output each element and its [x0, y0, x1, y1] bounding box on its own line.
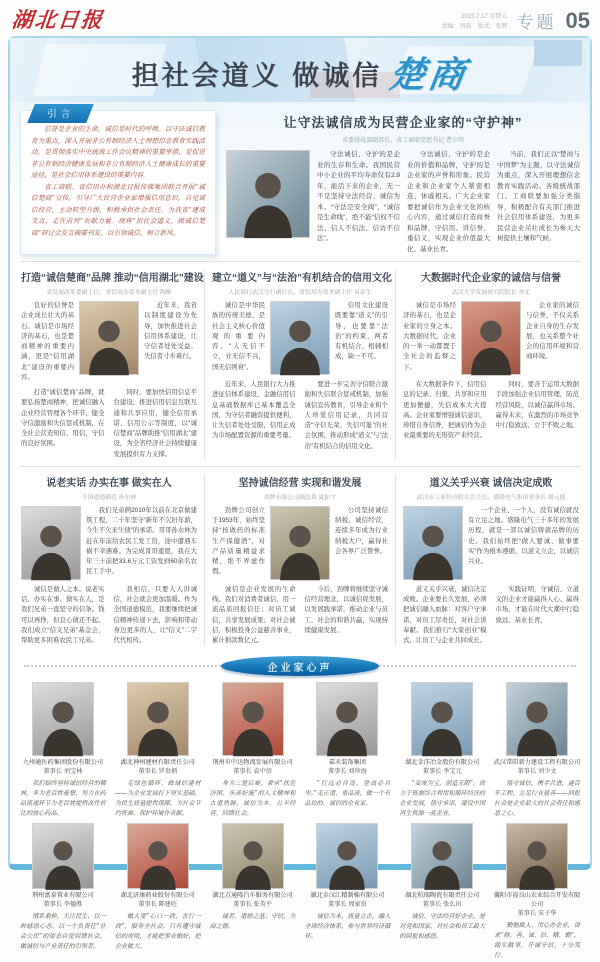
- article-column: 我们兄弟俩2010年以前在北京做建筑工程，二十年坚守“新年不欠旧年薪，今生不欠来生债”的承诺。哥哥孙水林为赶在年前给农民工发工资，途中遭遇车祸不幸遇难。为完成哥哥遗愿，我在大年三十前把33.6万元工资发到60余名农民工手中。: [86, 506, 197, 576]
- speeches-row-1: [10, 262, 590, 466]
- quote-text: 走绿色循环、做诚信建材——为企业发展打下坚实基础，为民生质量提供保障，为社会节约资源、保护环境作贡献。: [114, 780, 201, 817]
- person-silhouette-icon: [412, 690, 472, 756]
- date-line: 2015.7.17 星期五: [461, 13, 508, 20]
- portrait-photo: [127, 682, 189, 756]
- headline-accent: 楚商: [386, 53, 471, 96]
- portrait-photo: [21, 506, 81, 580]
- portrait-photo: [32, 823, 94, 889]
- intro-paragraph: 信誉是企业的生命，诚信是时代的呼唤。以守法诚信教育为重点，深入开展非公有制经济人士理想信念教育实践活动，是贯彻落实中央统战工作会议精神的重要举措，是促进非公有制经济健康发展和非公有制经济人士健康成长的重要途径，是社会信用体系建设的重要内容。: [31, 125, 205, 180]
- article-column: 实践证明，守诚信、立道义的企业才能赢得人心、赢得市场，才能在时代大潮中行稳致远、基业长青。: [495, 585, 579, 624]
- person-name: 董事长 刘珍海: [327, 768, 367, 776]
- headline-text: 担社会道义 做诚信: [131, 60, 383, 91]
- article-bottom: [21, 585, 197, 647]
- article-column: 同时，要善于运用大数据手段加强企业信用管理，防范经营风险，以诚信赢得市场、赢得未来，在激烈的市场竞争中行稳致远、立于不败之地。: [495, 381, 579, 430]
- date-block: [442, 12, 508, 34]
- person-name: 董事长 宋子华: [517, 910, 557, 918]
- entrepreneur-card: [208, 682, 298, 818]
- page-number: 05: [565, 8, 590, 33]
- editor-line: 责编：周磊 版式：张辉: [441, 23, 508, 30]
- person-silhouette-icon: [33, 831, 93, 890]
- entrepreneur-card: [113, 682, 203, 818]
- entrepreneur-card: [18, 823, 108, 960]
- article-top: [212, 506, 388, 580]
- lead-article: [226, 110, 580, 255]
- lead-portrait-photo: [226, 150, 310, 238]
- portrait-photo: [32, 682, 94, 756]
- article-byline: 武汉大学发展研究院院长 李光: [451, 290, 531, 297]
- header-meta: [442, 8, 591, 34]
- article-credit-brand: [14, 269, 204, 460]
- quote-text: “变废为宝，创造无限”。致力于资源综合利用和循环经济的企业发展，恪守承诺，建设中国再生资源一流企业。: [399, 780, 486, 817]
- lead-byline: 省委统战部副部长、省工商联党组书记 曹立明: [342, 138, 464, 144]
- article-column: 诚信是做人之本。说老实话、办实在事、做实在人，是我们兄弟一直坚守的信条。钱可以再挣，但良心债还不起。我们成立“信义兄弟”基金会，帮助更多困难农民工兄弟。: [21, 585, 105, 645]
- lead-body: [226, 150, 580, 255]
- person-silhouette-icon: [22, 514, 80, 580]
- article-column: 诚信是市场经济的基石，也是企业家的立身之本。大数据时代，企业的一举一动都置于全社会的监督之下。: [403, 302, 456, 371]
- article-column: 近年来，我省以制度建设为先导，加快推进社会信用体系建设，让守信者处处受益、失信者寸步难行。: [144, 302, 197, 361]
- card-caption: [208, 759, 298, 777]
- article-top: [21, 301, 197, 383]
- lead-column: 当前，我们正以“楚商与中国梦”为主题，以守法诚信为重点，深入开展理想信念教育实践活动。各级统战部门、工商联要加强分类指导，积极配合有关部门推进社会信用体系建设，为更多民营企业茁壮成长为参天大树提供土壤和气候。: [497, 151, 580, 243]
- article-title: 大数据时代企业家的诚信与信誉: [421, 273, 561, 285]
- article-honest-man: [14, 474, 204, 647]
- portrait-photo: [222, 823, 284, 889]
- intro-tag-label: 引言: [47, 109, 75, 120]
- person-silhouette-icon: [80, 309, 138, 375]
- person-silhouette-icon: [223, 690, 283, 756]
- article-column: 诚信是企业发展的生命线。我们对消费者诚信，用一流品质回报信任；对员工诚信，共享发展成果；对社会诚信，积极投身公益慈善事业，累计捐款数亿元。: [212, 585, 296, 645]
- voices-divider: [10, 655, 590, 677]
- person-silhouette-icon: [507, 831, 567, 890]
- card-caption: [397, 892, 487, 910]
- article-morality-success: [395, 474, 586, 647]
- quote-text: 做人要“心口一致、言行一致”，服务全社会。只有遵守诚信的规则，才能把事业做好，把企业做大。: [114, 913, 201, 950]
- lead-column: 守法诚信，守护的是企业的生存和生命。我国民营中小企业的平均寿命仅有2.9年，能活下来的企业，无一不是坚持守法经营、诚信为本。“守法是安全阀”、“诚信是生命线”，绝不能“信权不信法、信人不信法、信访不信法”。: [317, 151, 400, 243]
- article-column: 近年来，人民银行大力推进征信体系建设，金融信用信息基础数据库已基本覆盖全国，为守信者融资提供便利，让失信者处处受限，信用正成为市场配置资源的重要考量。: [212, 381, 296, 440]
- quote-text: 诚者，道德之基；守信，为商之德。: [209, 913, 296, 931]
- quote-text: “行远必自迩，登高必自卑。”走正道、重品质，做一个有品位的、诚信的企业家。: [304, 780, 391, 807]
- article-bottom: [403, 380, 579, 442]
- article-bottom: [212, 380, 388, 452]
- company-name: 湖北神州建材有限责任公司: [120, 759, 195, 767]
- article-credit-culture: [204, 269, 395, 460]
- company-name: 湖北金洋冶金股份有限公司: [405, 759, 480, 767]
- lead-title: 让守法诚信成为民营企业家的“守护神”: [283, 115, 523, 130]
- person-silhouette-icon: [412, 831, 472, 890]
- article-byline: 人民银行武汉分行副行长、省信用办常务副主任 易春生: [228, 290, 372, 297]
- card-caption: [113, 759, 203, 777]
- portrait-photo: [403, 506, 463, 580]
- article-bottom: [403, 585, 579, 647]
- quote-text: 诚信、守法经营好企业，是对党和国家、对社会和员工最大的回报和感恩。: [399, 913, 486, 940]
- entrepreneur-card: [302, 682, 392, 818]
- person-name: 董事长 袁中信: [233, 768, 272, 776]
- company-name: 荆州富泰置业有限公司: [31, 892, 94, 900]
- card-caption: [113, 892, 203, 910]
- article-byline: 省发展改革委副主任、省信用办常务副主任 陶醉: [46, 290, 172, 297]
- entrepreneur-grid-row-1: [10, 679, 590, 820]
- article-column: 公司坚持诚信纳税、诚信经营，连续多年成为行业纳税大户，赢得社会各界广泛赞誉。: [335, 506, 388, 555]
- entrepreneur-card: [492, 823, 582, 960]
- top-row: [10, 102, 590, 261]
- article-bottom: [21, 388, 197, 460]
- person-name: 董事长 周家贵: [327, 901, 367, 909]
- company-name: 武汉常阳新力建设工程有限公司: [493, 759, 581, 767]
- card-caption: [208, 892, 298, 910]
- article-top: [403, 506, 579, 580]
- person-silhouette-icon: [507, 690, 567, 756]
- person-silhouette-icon: [128, 690, 188, 756]
- card-caption: [18, 892, 108, 910]
- banner: [10, 38, 590, 102]
- company-name: 襄阳市福良山农业综合开发有限公司: [493, 892, 581, 909]
- card-caption: [492, 892, 582, 919]
- person-name: 董事长 刘少文: [517, 768, 557, 776]
- person-name: 董事长 刘宝林: [43, 768, 83, 776]
- article-column: 企业家的诚信与信誉，不仅关系企业自身的生存发展，也关系整个社会的信用环境和营商环境。: [526, 302, 579, 361]
- person-silhouette-icon: [271, 309, 329, 375]
- portrait-photo: [270, 301, 330, 375]
- speeches-row-2: [10, 467, 590, 653]
- person-silhouette-icon: [33, 690, 93, 756]
- person-name: 董事长 张英平: [233, 901, 272, 909]
- article-column: 要进一步完善守信联合激励和失信联合惩戒机制，加强诚信宣传教育，引导企业和个人珍爱信用记录，共同营造“守信光荣、失信可耻”的社会氛围，推动形成“道义”与“法治”有机结合的信用文化。: [304, 381, 388, 450]
- quote-text: 诚信为本，质量立企，融入全球经济体系，参与世界经济循环。: [304, 913, 391, 940]
- person-silhouette-icon: [404, 514, 462, 580]
- intro-box: [20, 110, 216, 255]
- person-silhouette-icon: [271, 514, 329, 580]
- portrait-photo: [270, 506, 330, 580]
- entrepreneur-card: [492, 682, 582, 818]
- portrait-photo: [411, 682, 473, 756]
- article-column: 打造“诚信楚商”品牌，就要弘扬楚商精神，把诚信融入企业经营管理各个环节，健全守信激励和失信惩戒机制，在全社会营造知信、用信、守信的良好氛围。: [21, 389, 105, 448]
- card-caption: [397, 759, 487, 777]
- article-byline: 全国道德模范 孙东林: [81, 494, 137, 501]
- article-title: 坚持诚信经营 实现和谐发展: [238, 477, 362, 489]
- company-name: 湖北金汉江精制棉有限公司: [310, 892, 385, 900]
- article-title: 道义关乎兴衰 诚信决定成败: [429, 477, 553, 489]
- intro-tag: [27, 104, 94, 123]
- company-name: 九州通医药集团股份有限公司: [22, 759, 104, 767]
- article-top: [212, 301, 388, 375]
- portrait-photo: [411, 823, 473, 889]
- quote-text: 身为三楚后裔，秉承“扶危济困、乐善好施”的人文精神和古道热肠，诚信为本、公平经营、回馈社会。: [209, 780, 296, 817]
- quote-text: 情系桑梓，关注民生，以一种感恩心态、以一个负责任“社会公民”的姿态自觉回馈社会，做诚信与产业责任的引领者。: [20, 913, 106, 950]
- page-header: [0, 0, 600, 36]
- person-name: 董事长 陈建旺: [138, 901, 178, 909]
- person-silhouette-icon: [317, 690, 377, 756]
- person-name: 董事长 罗贵炳: [138, 768, 178, 776]
- article-top: [403, 301, 579, 375]
- person-name: 董事长 张么田: [422, 901, 462, 909]
- entrepreneur-card: [397, 682, 487, 818]
- intro-paragraph: 省工商联、省信用办和湖北日报传媒集团联合开展“诚信楚商”宣传，引导广大民营企业家增强信用意识，自觉诚信经营，主动转型升级，积极承担社会责任，为我省“建成支点、走在前列”贡献力量。现将“担社会道义，做诚信楚商”研讨会发言摘要刊发，以引领诚信、树立新风。: [31, 182, 205, 237]
- entrepreneur-card: [302, 823, 392, 960]
- company-name: 嘉禾装饰集团: [328, 759, 366, 767]
- portrait-photo: [222, 682, 284, 756]
- article-column: 在大数据条件下，信用信息的记录、归集、共享和应用更加便捷，失信成本大大提高。企业家要增强诚信意识，珍惜自身信誉，把诚信作为企业最重要的无形资产来经营。: [403, 381, 487, 440]
- article-column: 同时，要加快信用信息平台建设，推进信用信息互联互通和共享应用，健全信用承诺、信用公示等制度，以“诚信楚商”品牌助推“信用湖北”建设，为全省经济社会持续健康发展提供有力支撑。: [113, 389, 197, 458]
- portrait-photo: [316, 823, 378, 889]
- article-top: [21, 506, 197, 580]
- entrepreneur-card: [397, 823, 487, 960]
- lead-column: 守法诚信，守护的是企业的价值和品牌，守护的是企业家的声誉和形象。民营企业和企业家个人紧密相连、休戚相关。广大企业家要把诚信作为企业文化的核心内容，通过诚信打造商誉和品牌，守信用、讲信誉、重信义，实现企业价值最大化、基业长青。: [407, 151, 490, 253]
- card-caption: [302, 892, 392, 910]
- article-column: 一个企业、一个人，没有诚信就没有立足之地。盛隆电气三十多年的发展历程，就是一部以诚信铸就品牌的历史。我们始终把“做人要诚、做事要实”作为根本遵循，以道义立企，以诚信兴业。: [468, 506, 579, 566]
- card-caption: [18, 759, 108, 777]
- person-silhouette-icon: [128, 831, 188, 890]
- article-byline: 武汉市工业经济联合会会长、盛隆电气集团董事长 谢元德: [416, 494, 566, 501]
- portrait-photo: [461, 301, 521, 375]
- portrait-photo: [79, 301, 139, 375]
- person-silhouette-icon: [462, 309, 520, 375]
- person-name: 董事长 李德胜: [43, 901, 83, 909]
- article-title: 建立“道义”与“法治”有机结合的信用文化: [212, 273, 392, 285]
- company-name: 湖北杭瑞陶瓷有限责任公司: [405, 892, 480, 900]
- article-column: 良好的信誉是企业成长壮大的基石。诚信是市场经济的基石，也是楚商精神的重要内涵，更是“信用湖北”建设的重要内容。: [21, 302, 74, 381]
- article-column: 今后，劲牌将继续坚守诚信经营理念，以诚信促发展，以发展践承诺，推动企业与员工、社会的和谐共赢，实现持续健康发展。: [304, 585, 388, 634]
- entrepreneur-card: [113, 823, 203, 960]
- article-bigdata-credit: [395, 269, 586, 460]
- article-honest-business: [204, 474, 395, 647]
- quote-text: 勤勉做人、用心办企业，讲求“修、善、诚、信、精、勤”，踏实做事，开诚守信，十分笃行。: [494, 922, 580, 959]
- quote-text: 恪守诚信，携手共进，建百年工程，立足行业慈善——回报社会是企业最大的社会责任和感恩之心。: [494, 780, 580, 817]
- masthead-logo: 湖北日报: [10, 7, 106, 32]
- voices-ribbon: [221, 656, 379, 676]
- portrait-photo: [316, 682, 378, 756]
- voices-label: 企业家心声: [267, 662, 333, 674]
- section-label: 专题: [516, 13, 557, 32]
- card-caption: [302, 759, 392, 777]
- person-silhouette-icon: [317, 831, 377, 890]
- article-title: 打造“诚信楚商”品牌 推动“信用湖北”建设: [21, 273, 204, 285]
- person-name: 董事长 李宝元: [422, 768, 462, 776]
- banner-collage-shape: [534, 40, 582, 66]
- article-column: 道义关乎兴衰，诚信决定成败。企业要长久发展，必须把诚信融入血脉：对客户守承诺，对员工尽责任，对社会讲奉献。我们推行“大家创业”模式，让员工与企业共同成长。: [403, 585, 487, 645]
- article-column: 劲牌公司创立于1953年，始终坚持“按做药的标准生产保健酒”，对产品质量精益求精，绝不弄虚作假。: [212, 506, 265, 576]
- article-byline: 劲牌有限公司副总裁 夏振宇: [263, 494, 337, 501]
- company-name: 湖北万通隆汽车服务有限公司: [212, 892, 293, 900]
- article-column: 诚信是中华民族的传统美德，是社会主义核心价值观的重要内容。“人无信不立，业无信不兴，国无信则衰”。: [212, 302, 265, 371]
- card-caption: [492, 759, 582, 777]
- quote-text: 我们始终坚持诚信经营的精神，多为老百姓着想，努力在药品流通环节为老百姓提供高性价比的放心药品。: [20, 780, 106, 817]
- portrait-photo: [127, 823, 189, 889]
- article-column: 信用文化建设既要靠“道义”的引导，也要靠“法治”的约束，两者有机结合、相辅相成，缺一不可。: [335, 302, 388, 361]
- portrait-photo: [506, 682, 568, 756]
- entrepreneur-card: [18, 682, 108, 818]
- entrepreneur-grid-row-2: [10, 820, 590, 962]
- article-column: 我相信，只要人人讲诚信，社会就会更加温暖。作为全国道德模范，我要继续把诚信精神传递下去，影响和带动身边更多的人，让“信义”二字代代相传。: [113, 585, 197, 645]
- page-frame: [8, 36, 592, 959]
- person-silhouette-icon: [223, 831, 283, 890]
- article-title: 说老实话 办实在事 做实在人: [46, 477, 172, 489]
- company-name: 荆州市中达物流发展有限公司: [212, 759, 293, 767]
- main-headline: [132, 45, 469, 96]
- entrepreneur-card: [208, 823, 298, 960]
- company-name: 湖北济康药业股份有限公司: [120, 892, 195, 900]
- person-silhouette-icon: [227, 159, 309, 238]
- article-bottom: [212, 585, 388, 647]
- portrait-photo: [506, 823, 568, 889]
